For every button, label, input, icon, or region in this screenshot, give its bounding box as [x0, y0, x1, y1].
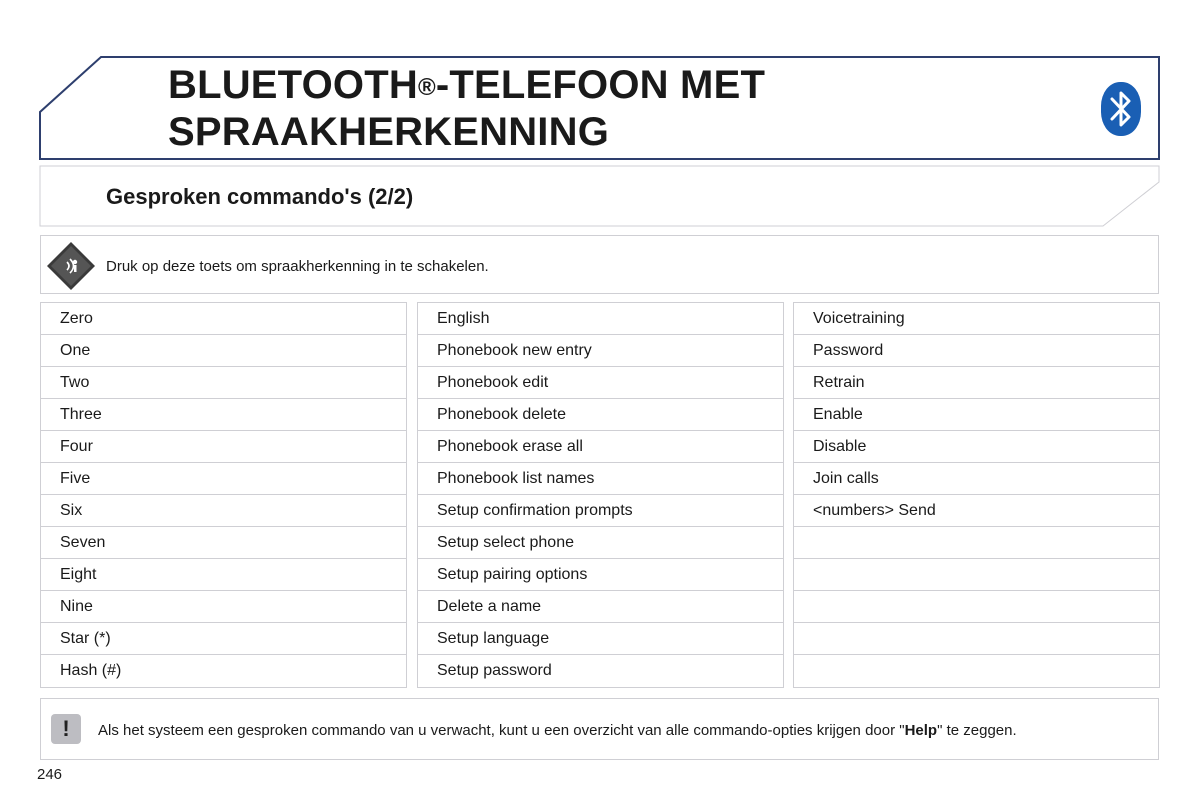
instruction-box — [40, 235, 1159, 294]
command-cell: Eight — [41, 559, 406, 591]
command-cell: Four — [41, 431, 406, 463]
commands-column-1 — [40, 302, 407, 688]
note-box — [40, 698, 1159, 760]
command-cell — [794, 559, 1159, 591]
command-cell: Six — [41, 495, 406, 527]
command-cell: Voicetraining — [794, 303, 1159, 335]
command-cell: Phonebook list names — [418, 463, 783, 495]
instruction-text: Druk op deze toets om spraakherkenning in te schakelen. — [106, 258, 489, 275]
command-cell: Setup language — [418, 623, 783, 655]
command-cell: Setup password — [437, 662, 552, 679]
command-cell: Phonebook delete — [418, 399, 783, 431]
command-cell: Phonebook erase all — [418, 431, 783, 463]
command-cell: Seven — [41, 527, 406, 559]
command-cell: Setup confirmation prompts — [418, 495, 783, 527]
page-number: 246 — [37, 766, 63, 783]
command-cell — [794, 527, 1159, 559]
command-cell: Three — [41, 399, 406, 431]
command-cell: Disable — [794, 431, 1159, 463]
command-cell: Delete a name — [418, 591, 783, 623]
page-title — [168, 62, 765, 156]
section-subtitle: Gesproken commando's (2/2) — [106, 184, 414, 209]
page-title-line-2: SPRAAKHERKENNING — [168, 110, 610, 154]
command-cell: Two — [41, 367, 406, 399]
command-cell: English — [418, 303, 783, 335]
note-help-keyword: Help — [904, 722, 938, 739]
voice-button-icon — [45, 240, 97, 292]
command-cell — [794, 623, 1159, 655]
command-cell: Retrain — [794, 367, 1159, 399]
command-cell: Phonebook edit — [418, 367, 783, 399]
command-cell: Nine — [41, 591, 406, 623]
command-cell: Setup select phone — [418, 527, 783, 559]
command-cell: Setup pairing options — [418, 559, 783, 591]
command-cell: Hash (#) — [60, 662, 122, 679]
command-cell — [794, 591, 1159, 623]
command-cell — [794, 655, 1159, 687]
command-cell: Five — [41, 463, 406, 495]
command-cell: Password — [794, 335, 1159, 367]
command-cell: Star (*) — [41, 623, 406, 655]
commands-column-3 — [793, 302, 1160, 688]
warning-icon: ! — [51, 714, 81, 744]
command-cell: One — [41, 335, 406, 367]
page-title-line-1: BLUETOOTH®-TELEFOON MET — [168, 63, 766, 107]
bluetooth-icon — [1101, 82, 1141, 136]
command-cell: Zero — [41, 303, 406, 335]
command-cell: Enable — [794, 399, 1159, 431]
note-text: Als het systeem een gesproken commando van u verwacht, kunt u een overzicht van alle commando-opties krijgen door "Help" te zeggen. — [98, 722, 1017, 739]
command-cell: <numbers> Send — [794, 495, 1159, 527]
command-cell: Join calls — [794, 463, 1159, 495]
commands-column-2 — [417, 302, 784, 688]
command-cell: Phonebook new entry — [418, 335, 783, 367]
